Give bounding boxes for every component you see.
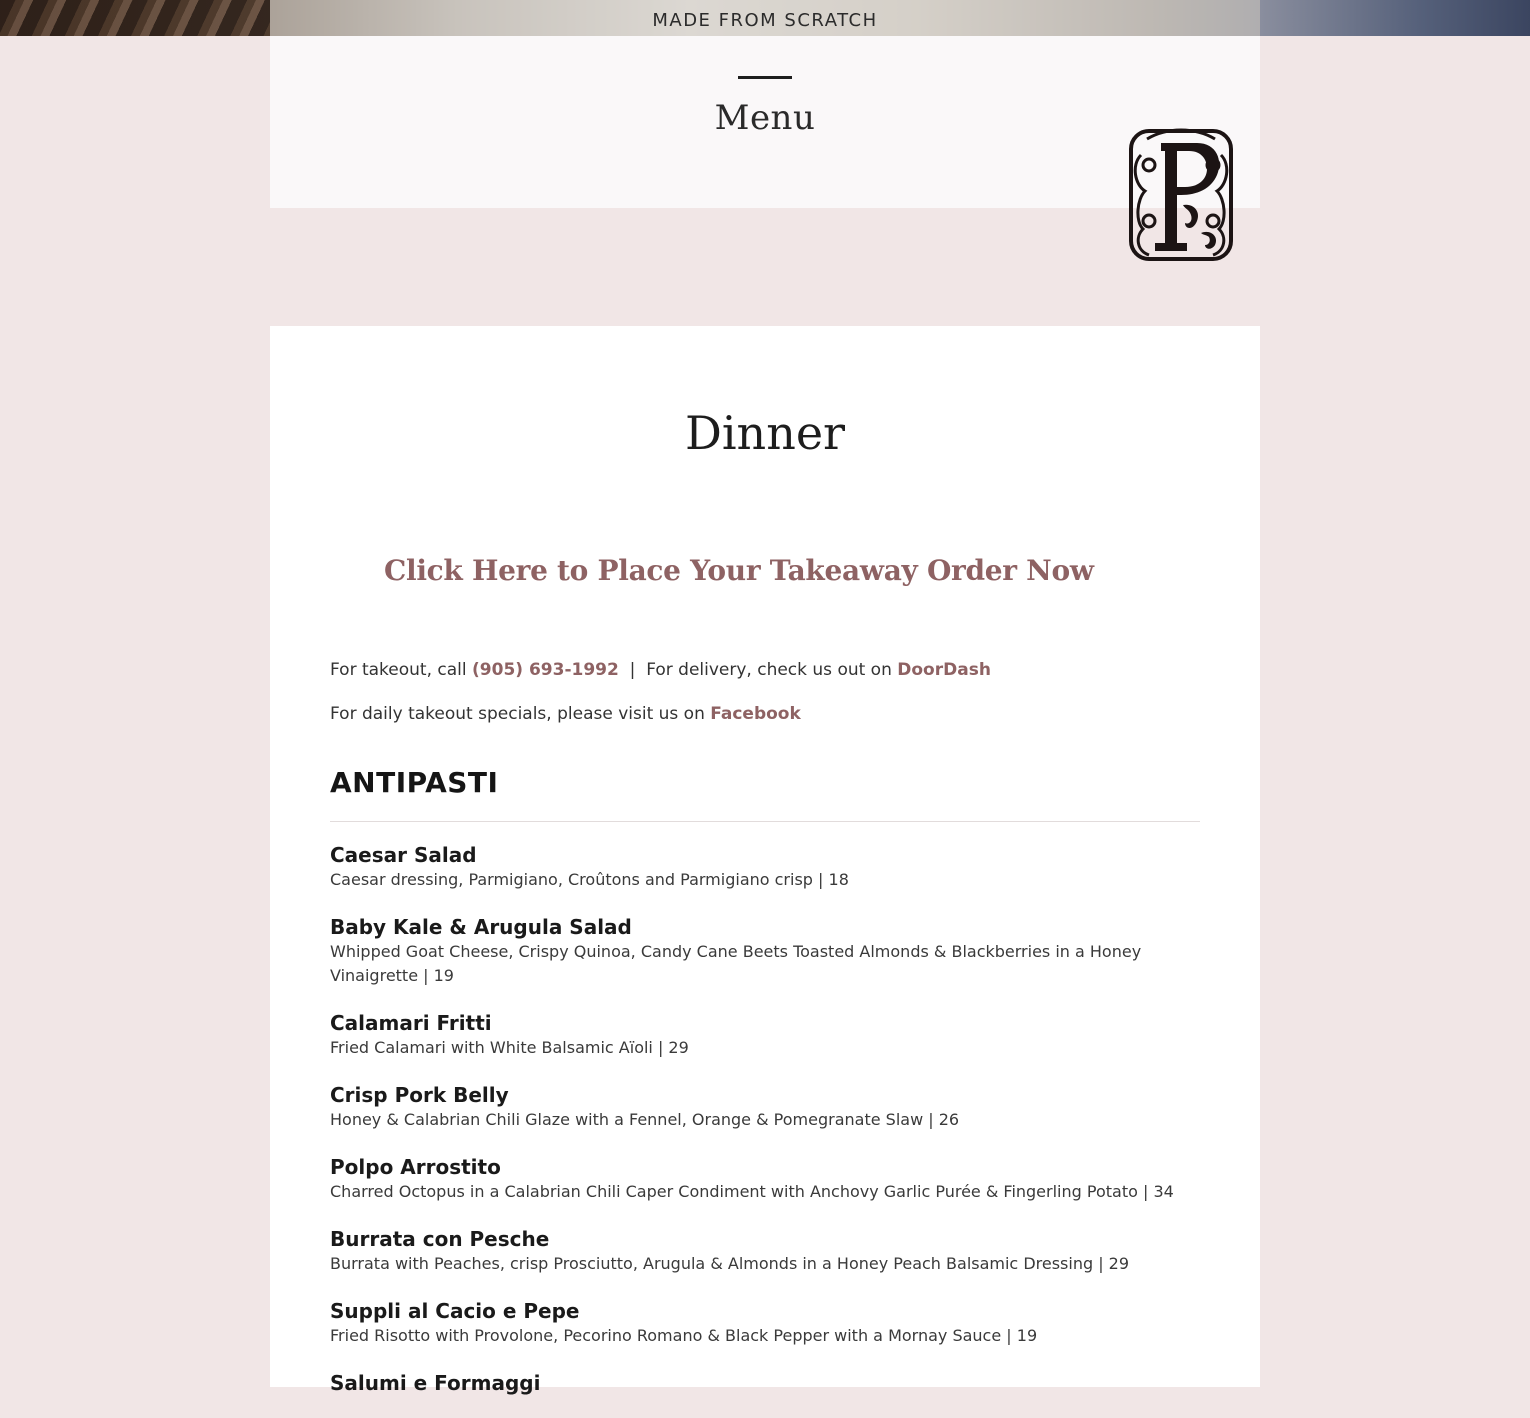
menu-item-name: Baby Kale & Arugula Salad [330,915,632,939]
menu-header-card [270,36,1260,208]
takeaway-order-link[interactable]: Click Here to Place Your Takeaway Order Now [384,554,1094,587]
hero-tagline: MADE FROM SCRATCH [652,10,878,31]
takeout-info [330,660,991,680]
menu-item [330,1010,1200,1060]
menu-item-description: Honey & Calabrian Chili Glaze with a Fennel, Orange & Pomegranate Slaw | 26 [330,1110,960,1129]
dinner-heading: Dinner [684,406,846,460]
antipasti-list [330,842,1200,1418]
section-title-antipasti: ANTIPASTI [330,766,499,799]
menu-item-description: Whipped Goat Cheese, Crispy Quinoa, Candy Cane Beets Toasted Almonds & Blackberries in a Honey Vinaigrette | 19 [330,942,1142,985]
menu-item-description: Fried Calamari with White Balsamic Aïoli | 29 [330,1038,689,1057]
menu-item [330,1226,1200,1276]
doordash-link[interactable]: DoorDash [897,660,991,680]
menu-item-description: Fried Risotto with Provolone, Pecorino Romano & Black Pepper with a Mornay Sauce | 19 [330,1326,1038,1345]
menu-item-description: Burrata with Peaches, crisp Prosciutto, Arugula & Almonds in a Honey Peach Balsamic Dressing | 29 [330,1254,1130,1273]
menu-item [330,1370,1200,1396]
menu-item [330,842,1200,892]
delivery-prefix: For delivery, check us out on [646,660,892,680]
menu-item [330,1298,1200,1348]
menu-item-name: Polpo Arrostito [330,1155,501,1179]
specials-info [330,704,801,724]
monogram-logo-icon [1127,125,1235,263]
menu-item [330,1154,1200,1204]
menu-item-name: Suppli al Cacio e Pepe [330,1299,580,1323]
menu-item [330,914,1200,988]
menu-item-description: Charred Octopus in a Calabrian Chili Caper Condiment with Anchovy Garlic Purée & Fingerling Potato | 34 [330,1182,1174,1201]
menu-item [330,1082,1200,1132]
facebook-link[interactable]: Facebook [710,704,801,724]
menu-item-name: Burrata con Pesche [330,1227,550,1251]
takeout-prefix: For takeout, call [330,660,467,680]
page-title: Menu [714,98,816,138]
menu-title-rule [738,76,792,79]
menu-item-description: Caesar dressing, Parmigiano, Croûtons and Parmigiano crisp | 18 [330,870,849,889]
section-divider [330,821,1200,822]
menu-item-name: Calamari Fritti [330,1011,492,1035]
menu-item-name: Caesar Salad [330,843,477,867]
menu-item-name: Crisp Pork Belly [330,1083,509,1107]
info-separator: | [629,660,636,680]
menu-item-name: Salumi e Formaggi [330,1371,541,1395]
phone-link[interactable]: (905) 693-1992 [472,660,619,680]
specials-prefix: For daily takeout specials, please visit us on [330,704,705,724]
dinner-menu-card [270,326,1260,1395]
